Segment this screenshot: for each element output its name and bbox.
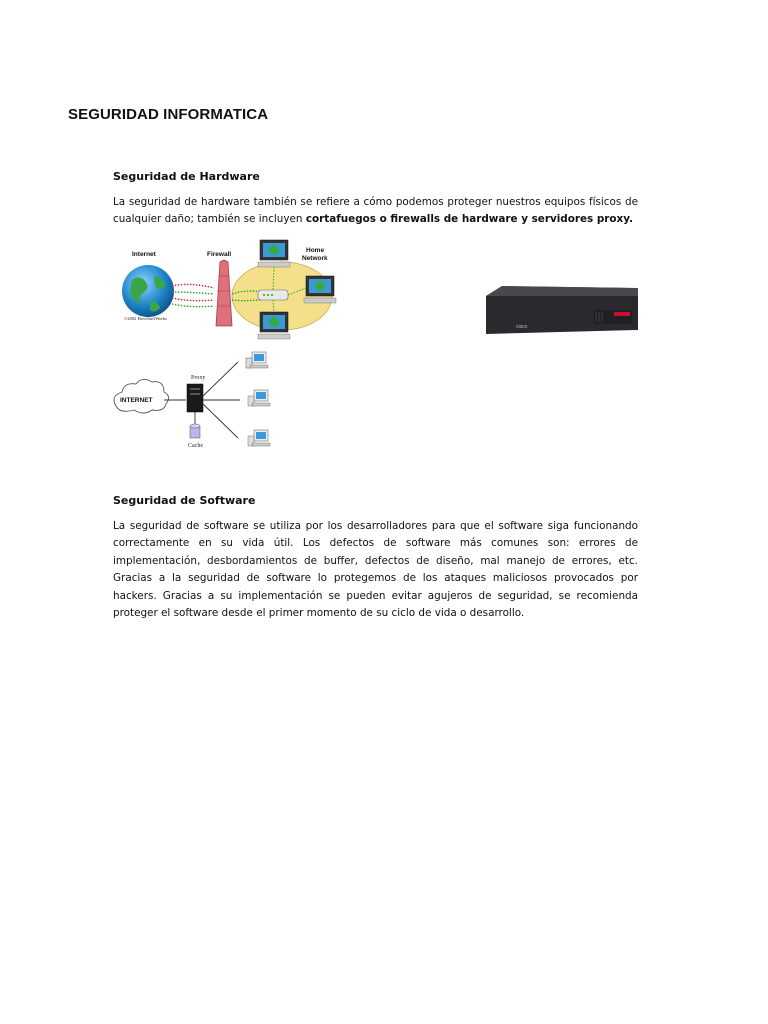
software-heading: Seguridad de Software	[113, 494, 256, 507]
firewall-diagram	[110, 236, 340, 348]
diagram-label-network: Network	[302, 255, 328, 262]
page-title: SEGURIDAD INFORMATICA	[68, 106, 269, 123]
computer-icon	[304, 276, 336, 303]
hardware-paragraph-bold: cortafuegos o firewalls de hardware y servidores proxy.	[305, 213, 634, 226]
appliance-brand-label: cisco	[516, 324, 528, 330]
firewall-appliance-photo	[482, 282, 642, 342]
software-paragraph: La seguridad de software se utiliza por los desarrolladores para que el software siga funcionando correctamente en su vida útil. Los defectos de software más comunes son: errores de implementación, desbordamientos de buffer, defectos de diseño, mal manejo de errores, etc. Gracias a la seguridad de software lo protegemos de los ataques maliciosos provocados por hackers. Gracias a su implementación se pueden evitar agujeros de seguridad, se recomienda proteger el software desde el primer momento de su ciclo de vida o desarrollo.	[113, 520, 638, 620]
firewall-appliance-icon	[486, 286, 638, 334]
proxy-label-internet: INTERNET	[120, 397, 153, 404]
proxy-diagram	[108, 348, 278, 458]
diagram-label-firewall: Firewall	[207, 251, 232, 258]
computer-icon	[246, 352, 268, 368]
diagram-label-home: Home	[306, 247, 325, 254]
hardware-paragraph-text: La seguridad de hardware también se refiere a cómo podemos proteger nuestros equipos físicos de cualquier daño; también se incluyen	[113, 196, 638, 226]
database-icon	[190, 424, 200, 438]
hardware-heading: Seguridad de Hardware	[113, 170, 260, 183]
globe-icon	[122, 265, 174, 321]
firewall-wall-icon	[216, 260, 232, 326]
svg-text:©2002 HowStuffWorks: ©2002 HowStuffWorks	[124, 316, 167, 321]
proxy-label-proxy: Proxy	[191, 375, 206, 381]
server-tower-icon	[187, 384, 203, 412]
computer-icon	[258, 240, 290, 267]
diagram-label-internet: Internet	[132, 251, 156, 258]
proxy-label-cache: Cache	[188, 443, 203, 449]
hardware-paragraph	[113, 194, 638, 229]
computer-icon	[248, 390, 270, 406]
router-icon	[258, 290, 288, 300]
computer-icon	[248, 430, 270, 446]
computer-icon	[258, 312, 290, 339]
